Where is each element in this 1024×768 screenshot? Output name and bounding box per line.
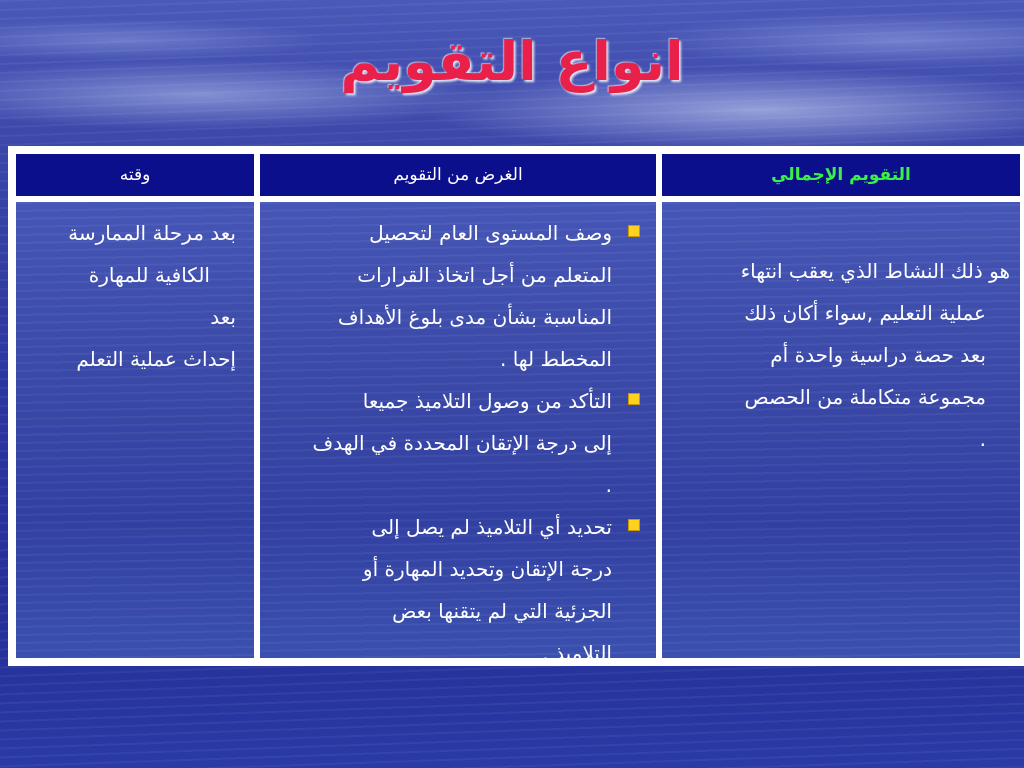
square-bullet-icon xyxy=(628,225,640,237)
purpose-line: المناسبة بشأن مدى بلوغ الأهداف xyxy=(337,305,612,329)
header-label-timing: وقته xyxy=(119,165,151,185)
purpose-line: التأكد من وصول التلاميذ جميعا xyxy=(362,389,612,413)
purpose-line: الجزئية التي لم يتقنها بعض xyxy=(392,599,612,623)
header-label-purpose: الغرض من التقويم xyxy=(393,165,523,185)
header-label-summative: التقويم الإجمالي xyxy=(771,165,911,185)
timing-line: بعد مرحلة الممارسة xyxy=(68,221,236,245)
header-timing xyxy=(16,154,254,196)
definition-line: . xyxy=(979,427,986,451)
purpose-line: التلاميذ . xyxy=(542,641,612,665)
timing-line: الكافية للمهارة xyxy=(88,263,210,287)
purpose-line: المخطط لها . xyxy=(500,347,612,371)
timing-line: بعد xyxy=(210,305,236,329)
cell-purpose-list xyxy=(260,202,656,665)
square-bullet-icon xyxy=(628,393,640,405)
purpose-line: درجة الإتقان وتحديد المهارة أو xyxy=(362,557,612,581)
slide-title: انواع التقويم xyxy=(340,30,684,93)
purpose-line: المتعلم من أجل اتخاذ القرارات xyxy=(357,263,612,287)
square-bullet-icon xyxy=(628,519,640,531)
purpose-line: . xyxy=(605,473,612,497)
purpose-bullet-item xyxy=(274,212,642,380)
definition-line: مجموعة متكاملة من الحصص xyxy=(744,385,986,409)
purpose-bullet-item xyxy=(274,380,642,506)
cell-timing xyxy=(16,202,254,658)
timing-line: إحداث عملية التعلم xyxy=(76,347,236,371)
cell-summative-definition xyxy=(662,202,1020,658)
evaluation-table xyxy=(8,146,1024,666)
definition-line: هو ذلك النشاط الذي يعقب انتهاء xyxy=(740,259,1010,283)
purpose-bullet-item xyxy=(274,506,642,674)
purpose-line: إلى درجة الإتقان المحددة في الهدف xyxy=(312,431,612,455)
header-summative-evaluation xyxy=(662,154,1020,196)
purpose-line: وصف المستوى العام لتحصيل xyxy=(369,221,612,245)
header-purpose xyxy=(260,154,656,196)
definition-line: بعد حصة دراسية واحدة أم xyxy=(770,343,986,367)
definition-line: عملية التعليم ,سواء أكان ذلك xyxy=(744,301,986,325)
purpose-bullet-list xyxy=(274,212,642,674)
purpose-line: تحديد أي التلاميذ لم يصل إلى xyxy=(371,515,612,539)
